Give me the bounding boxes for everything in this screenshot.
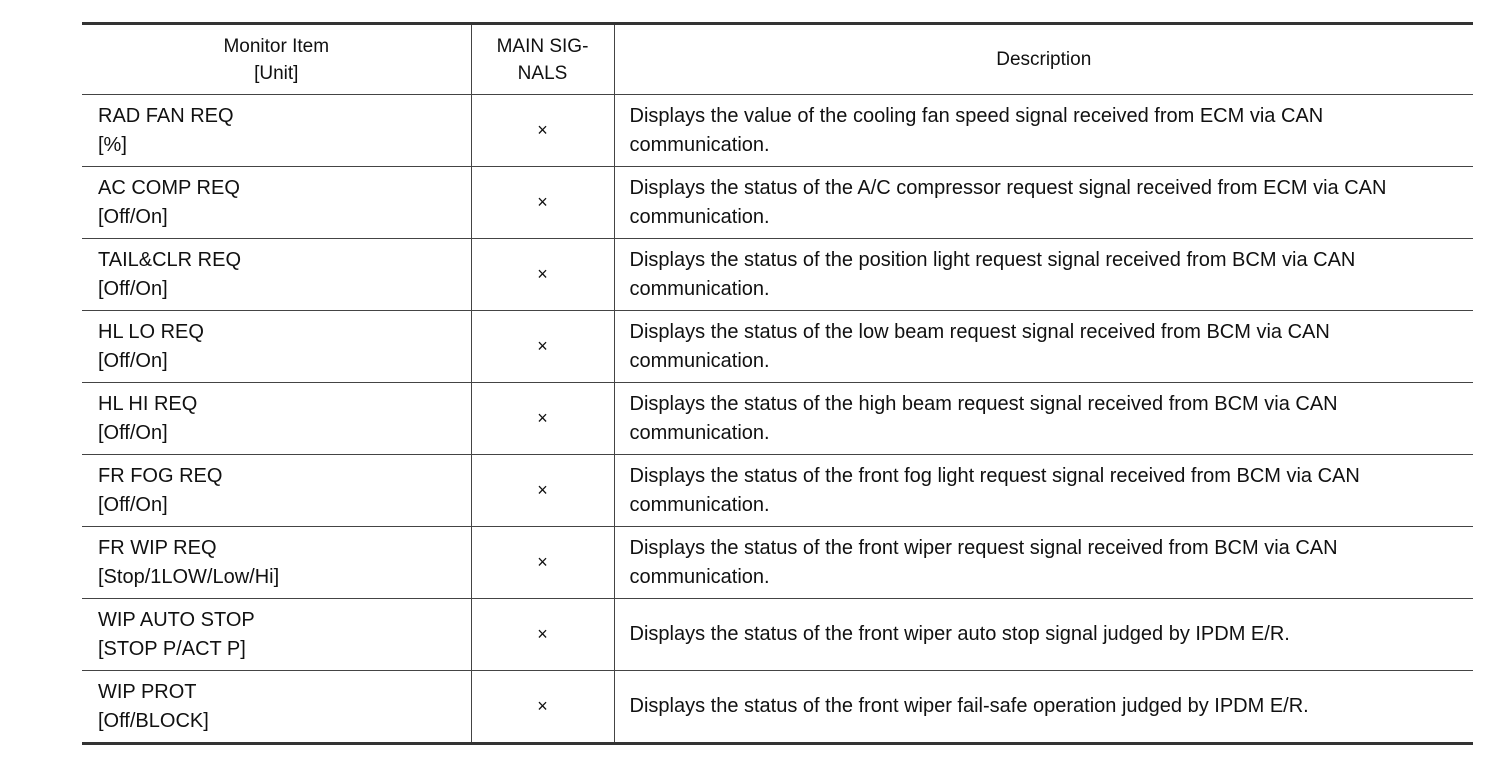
description-cell <box>614 167 1473 239</box>
description-cell <box>614 311 1473 383</box>
table-row <box>82 383 1473 455</box>
monitor-item-name: RAD FAN REQ <box>98 104 234 127</box>
main-signal-mark: × <box>537 624 548 644</box>
main-signal-mark: × <box>537 336 548 356</box>
description-text: Displays the status of the high beam request signal received from BCM via CAN communication. <box>629 392 1338 444</box>
monitor-item-name: HL HI REQ <box>98 392 198 415</box>
main-signal-mark: × <box>537 264 548 284</box>
monitor-item-cell <box>82 383 471 455</box>
header-description <box>614 24 1473 95</box>
header-unit-label: [Unit] <box>254 62 299 84</box>
monitor-item-cell <box>82 239 471 311</box>
description-text: Displays the status of the front wiper auto stop signal judged by IPDM E/R. <box>629 623 1290 645</box>
monitor-item-unit: [Off/On] <box>98 421 168 444</box>
table-body <box>82 95 1473 744</box>
description-text: Displays the status of the front wiper request signal received from BCM via CAN communication. <box>629 536 1338 588</box>
header-row <box>82 24 1473 95</box>
monitor-item-unit: [Off/On] <box>98 349 168 372</box>
main-signal-cell <box>471 455 614 527</box>
monitor-item-cell <box>82 95 471 167</box>
monitor-item-unit: [Off/BLOCK] <box>98 709 209 732</box>
monitor-item-name: WIP PROT <box>98 680 197 703</box>
header-monitor-item <box>82 24 471 95</box>
monitor-item-name: FR FOG REQ <box>98 464 223 487</box>
monitor-item-cell <box>82 599 471 671</box>
description-cell <box>614 599 1473 671</box>
header-main-signals-line1: MAIN SIG- <box>496 35 589 57</box>
table-header <box>82 24 1473 95</box>
main-signal-cell <box>471 239 614 311</box>
main-signal-mark: × <box>537 408 548 428</box>
monitor-item-table <box>82 22 1473 745</box>
table-row <box>82 599 1473 671</box>
monitor-item-unit: [%] <box>98 133 127 156</box>
monitor-item-name: HL LO REQ <box>98 320 204 343</box>
table-row <box>82 311 1473 383</box>
table-row <box>82 95 1473 167</box>
main-signal-mark: × <box>537 480 548 500</box>
description-cell <box>614 671 1473 744</box>
monitor-item-cell <box>82 167 471 239</box>
description-cell <box>614 239 1473 311</box>
description-text: Displays the status of the front wiper fail-safe operation judged by IPDM E/R. <box>629 695 1309 717</box>
description-cell <box>614 383 1473 455</box>
description-text: Displays the status of the front fog light request signal received from BCM via CAN communication. <box>629 464 1360 516</box>
table-row <box>82 527 1473 599</box>
description-text: Displays the value of the cooling fan speed signal received from ECM via CAN communication. <box>629 104 1324 156</box>
header-main-signals-line2: NALS <box>517 62 568 84</box>
main-signal-mark: × <box>537 192 548 212</box>
description-cell <box>614 455 1473 527</box>
monitor-item-unit: [Stop/1LOW/Low/Hi] <box>98 565 280 588</box>
main-signal-cell <box>471 599 614 671</box>
monitor-item-name: AC COMP REQ <box>98 176 240 199</box>
monitor-item-name: TAIL&CLR REQ <box>98 248 241 271</box>
main-signal-cell <box>471 671 614 744</box>
monitor-item-unit: [STOP P/ACT P] <box>98 637 246 660</box>
main-signal-mark: × <box>537 696 548 716</box>
monitor-item-name: FR WIP REQ <box>98 536 217 559</box>
header-main-signals <box>471 24 614 95</box>
description-cell <box>614 95 1473 167</box>
monitor-item-cell <box>82 455 471 527</box>
monitor-item-unit: [Off/On] <box>98 277 168 300</box>
monitor-item-cell <box>82 671 471 744</box>
header-monitor-item-label: Monitor Item <box>223 35 330 57</box>
monitor-item-unit: [Off/On] <box>98 493 168 516</box>
description-text: Displays the status of the position light request signal received from BCM via CAN communication. <box>629 248 1356 300</box>
table-row <box>82 239 1473 311</box>
main-signal-mark: × <box>537 120 548 140</box>
monitor-item-cell <box>82 527 471 599</box>
header-description-label: Description <box>996 49 1092 70</box>
main-signal-cell <box>471 383 614 455</box>
main-signal-cell <box>471 527 614 599</box>
description-text: Displays the status of the low beam request signal received from BCM via CAN communication. <box>629 320 1330 372</box>
description-text: Displays the status of the A/C compressor request signal received from ECM via CAN communication. <box>629 176 1387 228</box>
main-signal-cell <box>471 95 614 167</box>
main-signal-mark: × <box>537 552 548 572</box>
description-cell <box>614 527 1473 599</box>
main-signal-cell <box>471 167 614 239</box>
monitor-item-name: WIP AUTO STOP <box>98 608 255 631</box>
table-row <box>82 671 1473 744</box>
table-row <box>82 167 1473 239</box>
monitor-item-cell <box>82 311 471 383</box>
table-row <box>82 455 1473 527</box>
monitor-item-unit: [Off/On] <box>98 205 168 228</box>
main-signal-cell <box>471 311 614 383</box>
